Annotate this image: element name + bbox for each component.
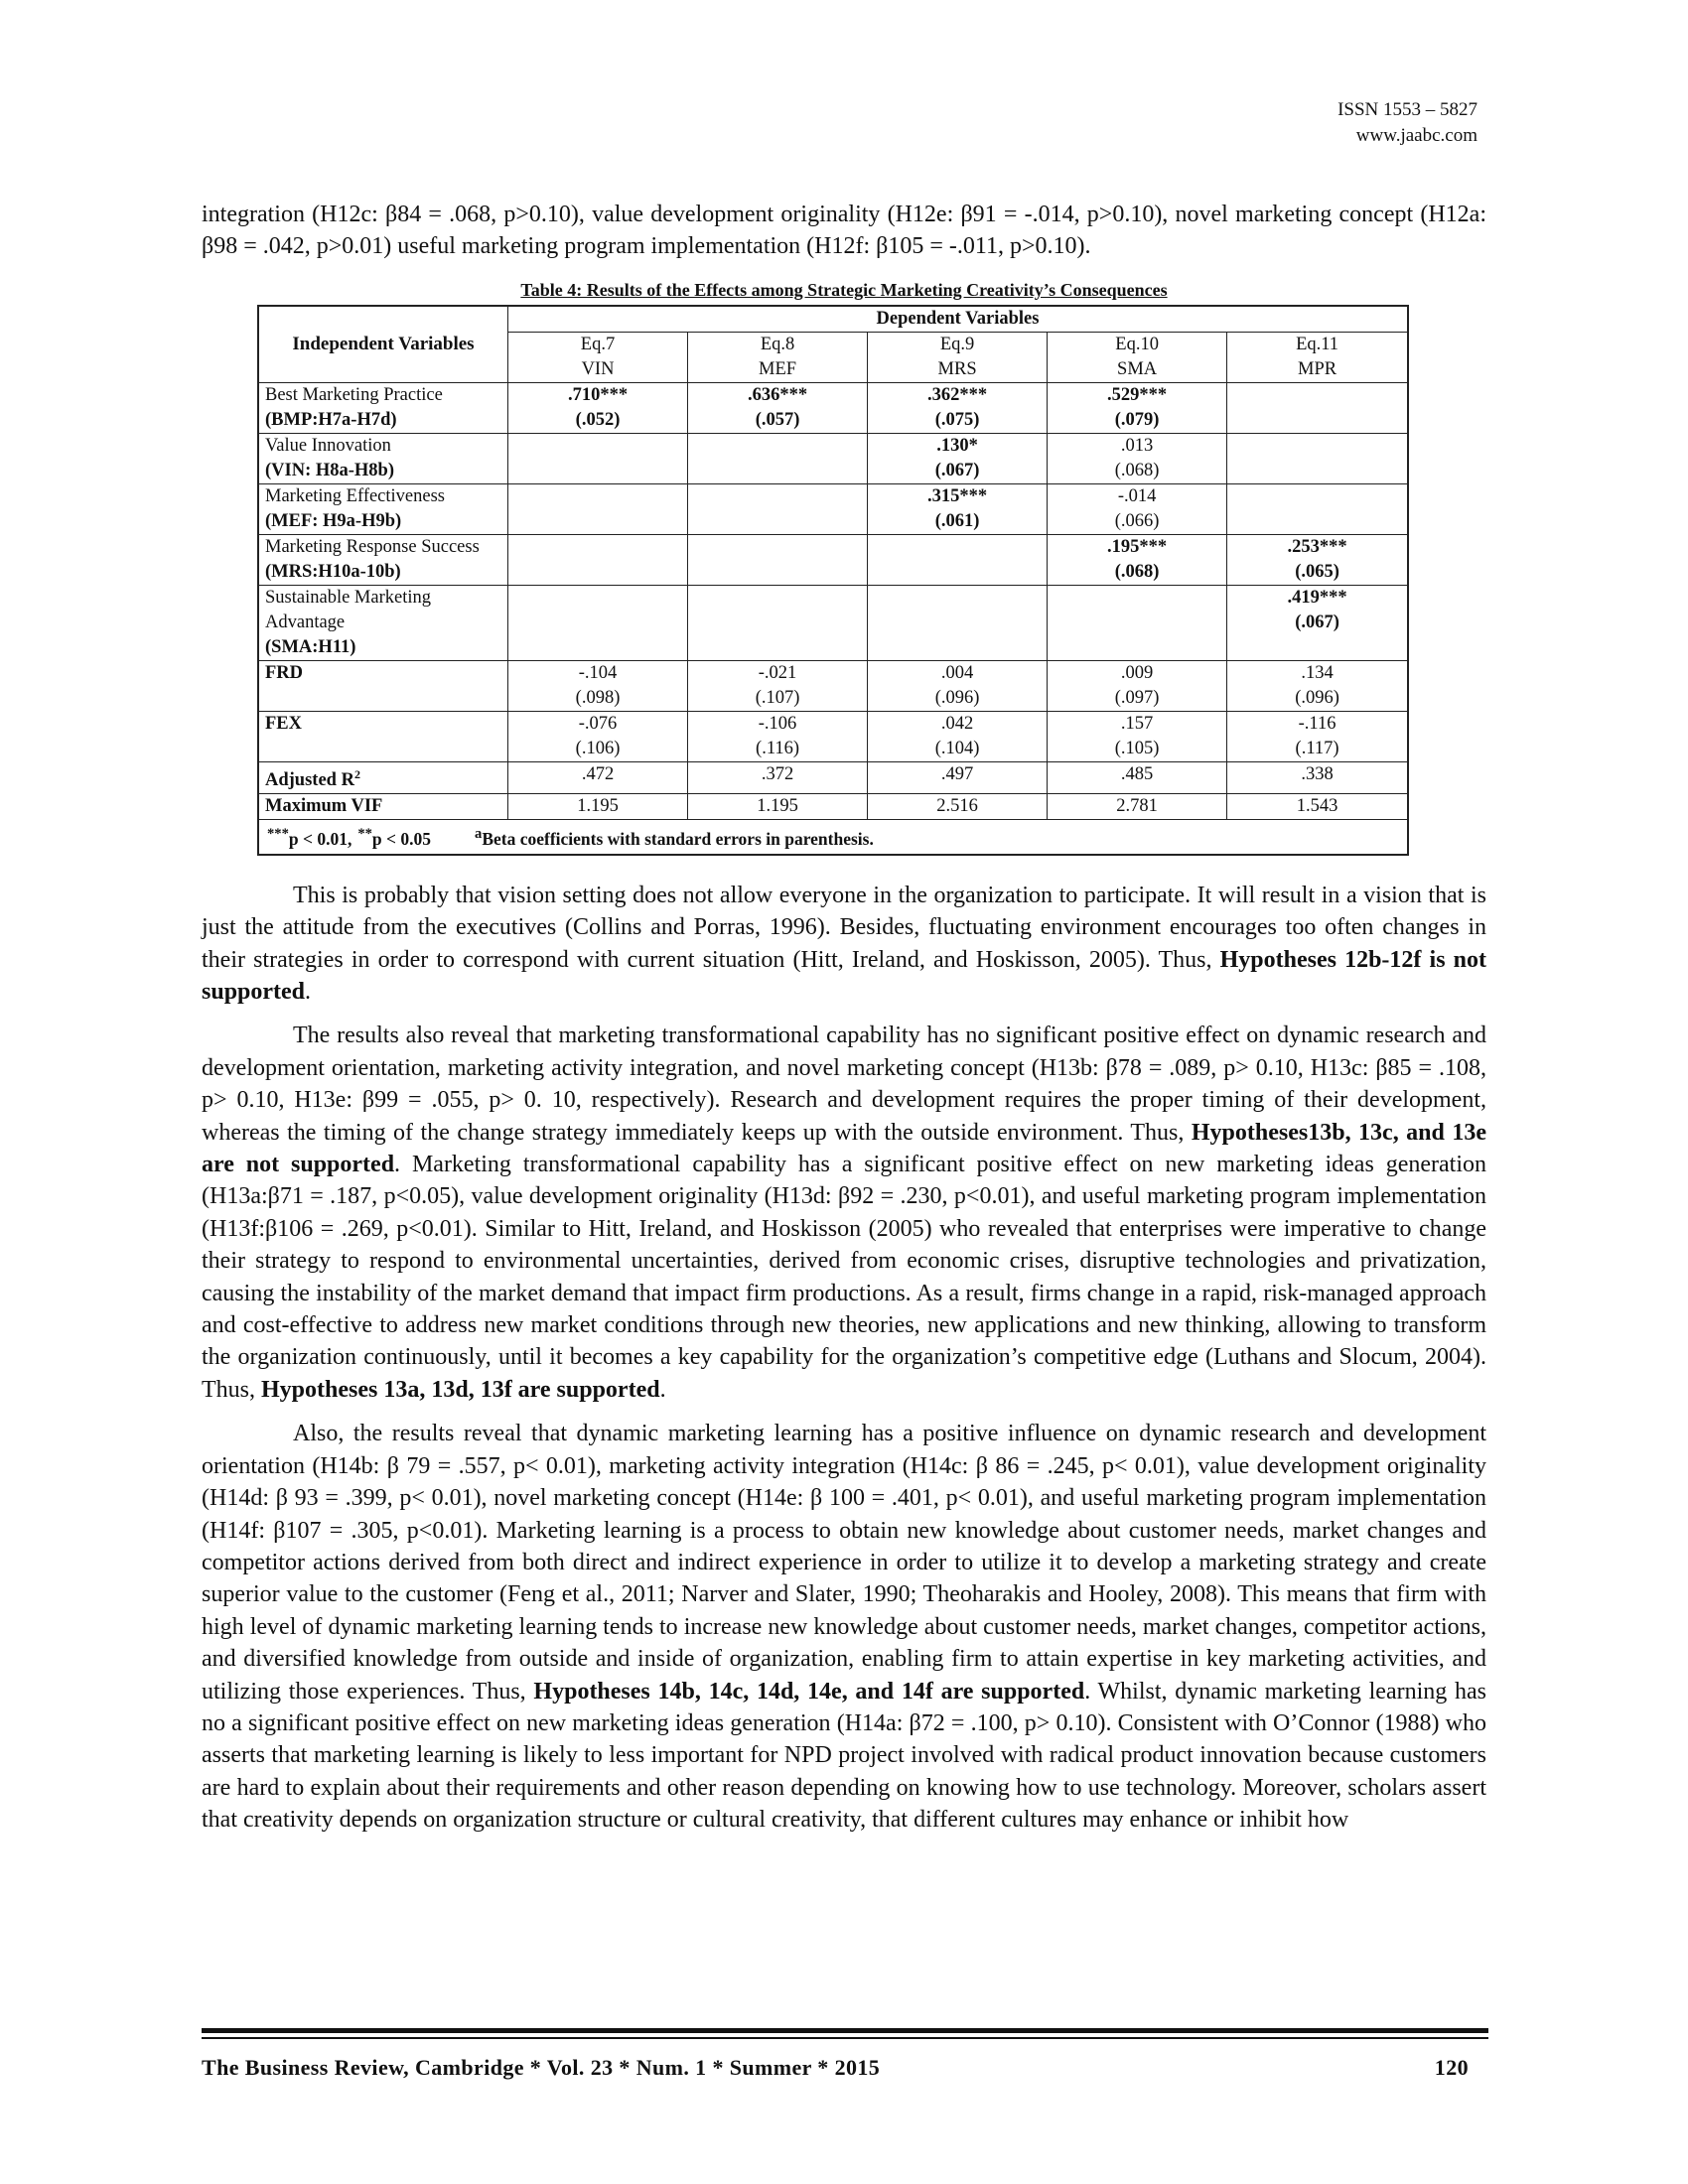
standard-error-value: (.107)	[755, 687, 800, 708]
coefficient-cell	[868, 711, 1048, 761]
coefficient-cell	[1227, 433, 1408, 483]
adjusted-r2-value: .472	[508, 761, 688, 793]
coefficient-value	[514, 535, 681, 560]
coefficient-cell	[868, 534, 1048, 585]
standard-error-value: (.098)	[575, 687, 621, 708]
coefficient-cell	[868, 483, 1048, 534]
coefficient-value	[874, 535, 1041, 560]
coefficient-cell	[1048, 660, 1227, 711]
variable-name: Marketing Effectiveness	[265, 485, 445, 506]
equation-header	[1227, 332, 1408, 382]
coefficient-cell	[688, 660, 868, 711]
paragraph-text: . Whilst, dynamic marketing learning has no a significant positive effect on new marketing ideas generation (H14a: β72 = .100, p> 0.10). Consistent with O’Connor (1988) who asserts that marketing learning is likely to less important for NPD project involved with radical product innovation because customers are hard to explain about their requirements and other reason depending on knowing how to use technology. Moreover, scholars assert that creativity depends on organization structure or cultural creativity, that different cultures may enhance or inhibit how	[202, 1678, 1486, 1834]
coefficient-value: -.106	[758, 713, 797, 734]
standard-error-value	[514, 611, 681, 635]
adjusted-r2-superscript: 2	[353, 766, 360, 781]
variable-name: FEX	[265, 713, 302, 734]
table-notes	[258, 819, 1408, 854]
coefficient-value: -.014	[1117, 485, 1157, 506]
table-row	[258, 382, 1408, 433]
body-paragraphs	[202, 880, 1486, 1837]
coefficient-value	[874, 586, 1041, 611]
hypothesis-statement: Hypotheses 13a, 13d, 13f are supported	[261, 1376, 660, 1403]
standard-error-value	[1233, 408, 1401, 433]
coefficient-value: .636***	[747, 384, 808, 405]
coefficient-cell	[1048, 534, 1227, 585]
results-table	[257, 305, 1409, 856]
coefficient-cell	[1048, 585, 1227, 660]
table-row	[258, 660, 1408, 711]
adjusted-r2-value: .372	[688, 761, 868, 793]
standard-error-value	[694, 611, 861, 635]
sig-stars-2: **	[357, 825, 372, 842]
coefficient-cell	[508, 534, 688, 585]
sig-stars-1: ***	[267, 825, 289, 842]
coefficient-cell	[688, 534, 868, 585]
paragraph-text: Also, the results reveal that dynamic marketing learning has a positive influence on dynamic research and development orientation (H14b: β 79 = .557, p< 0.01), marketing activity integration (H14c: β 86 = .245, p< 0.01), value development originality (H14d: β 93 = .399, p< 0.01), novel marketing concept (H14e: β 100 = .401, p< 0.01), and useful marketing program implementation (H14f: β107 = .305, p<0.01). Marketing learning is a process to obtain new knowledge about customer needs, market changes and competitor actions derived from both direct and indirect experience in order to utilize it to develop a marketing strategy and create superior value to the customer (Feng et al., 2011; Narver and Slater, 1990; Theoharakis and Hooley, 2008). This means that firm with high level of dynamic marketing learning tends to increase new knowledge about customer needs, market changes, competitor actions, and diversified knowledge from outside and inside of organization, enabling firm to attain expertise in key marketing activities, and utilizing those experiences. Thus,	[202, 1421, 1486, 1705]
independent-variable-cell	[258, 585, 508, 660]
beta-marker: a	[475, 825, 483, 842]
coefficient-value	[514, 484, 681, 509]
adjusted-r2-value: .338	[1227, 761, 1408, 793]
coefficient-value: .315***	[927, 485, 988, 506]
coefficient-value: .362***	[927, 384, 988, 405]
standard-error-value	[514, 459, 681, 483]
coefficient-value: -.021	[758, 662, 797, 683]
standard-error-value: (.104)	[934, 738, 980, 758]
standard-error-value: (.065)	[1295, 561, 1339, 582]
table-row	[258, 433, 1408, 483]
equation-label: Eq.11	[1296, 334, 1339, 354]
coefficient-value	[1233, 434, 1401, 459]
sig-note: p < 0.01,	[288, 828, 352, 849]
hypothesis-statement: Hypotheses 12b-12f is not supported	[202, 946, 1486, 1006]
variable-name: FRD	[265, 662, 304, 683]
variable-name: Sustainable Marketing Advantage	[265, 587, 431, 632]
coefficient-value: .253***	[1287, 536, 1347, 557]
standard-error-value	[694, 509, 861, 534]
table-row	[258, 483, 1408, 534]
standard-error-value: (.052)	[575, 409, 621, 430]
coefficient-value	[514, 586, 681, 611]
standard-error-value	[1233, 459, 1401, 483]
equation-label: Eq.7	[580, 334, 616, 354]
independent-variable-cell	[258, 534, 508, 585]
adjusted-r2-value: .485	[1048, 761, 1227, 793]
sig-note-2: p < 0.05	[371, 828, 432, 849]
page-footer	[202, 2055, 1469, 2081]
coefficient-cell	[868, 585, 1048, 660]
dependent-variables-header: Dependent Variables	[508, 306, 1409, 333]
standard-error-value	[874, 611, 1041, 635]
coefficient-cell	[688, 382, 868, 433]
standard-error-value: (.117)	[1295, 738, 1339, 758]
coefficient-cell	[1048, 433, 1227, 483]
standard-error-value: (.067)	[1295, 612, 1339, 632]
standard-error-value	[1054, 611, 1220, 635]
variable-name: Marketing Response Success	[265, 536, 480, 557]
paragraph-text: . Marketing transformational capability has a significant positive effect on new marketing ideas generation (H13a:β71 = .187, p<0.05), value development originality (H13d: β92 = .230, p<0.01), and useful marketing program implementation (H13f:β106 = .269, p<0.01). Similar to Hitt, Ireland, and Hoskisson (2005) who revealed that enterprises were imperative to change their strategy to respond to environmental uncertainties, derived from economic crises, disruptive technologies and privatization, causing the instability of the market demand that impact firm productions. As a result, firms change in a rapid, risk-managed approach and cost-effective to address new market conditions through new theories, new applications and new thinking, allowing to transform the organization continuously, until it becomes a key capability for the organization’s competitive edge (Luthans and Slocum, 2004). Thus,	[202, 1152, 1486, 1403]
coefficient-value	[694, 484, 861, 509]
equation-header	[508, 332, 688, 382]
independent-variables-header: Independent Variables	[258, 306, 508, 383]
coefficient-value	[694, 434, 861, 459]
standard-error-value: (.106)	[575, 738, 621, 758]
independent-variable-cell	[258, 711, 508, 761]
standard-error-value: (.067)	[934, 460, 980, 480]
table-row	[258, 711, 1408, 761]
variable-code: (BMP:H7a-H7d)	[265, 409, 397, 430]
coefficient-cell	[688, 585, 868, 660]
coefficient-value: .195***	[1107, 536, 1168, 557]
coefficient-value: -.116	[1298, 713, 1336, 734]
standard-error-value	[874, 560, 1041, 585]
standard-error-value	[694, 459, 861, 483]
table-header-row	[258, 306, 1408, 333]
coefficient-value	[694, 535, 861, 560]
standard-error-value	[1233, 509, 1401, 534]
journal-citation: The Business Review, Cambridge * Vol. 23 * Num. 1 * Summer * 2015	[202, 2055, 881, 2080]
page-body	[202, 199, 1486, 1837]
coefficient-cell	[688, 483, 868, 534]
table-row	[258, 585, 1408, 660]
standard-error-value: (.057)	[755, 409, 800, 430]
page-number: 120	[1434, 2055, 1469, 2080]
coefficient-cell	[508, 585, 688, 660]
paragraph-text: .	[659, 1376, 666, 1403]
standard-error-value: (.096)	[934, 687, 980, 708]
coefficient-cell	[1227, 534, 1408, 585]
dependent-variable-code: MEF	[759, 358, 797, 379]
coefficient-cell	[868, 433, 1048, 483]
coefficient-value: .009	[1120, 662, 1154, 683]
adjusted-r2-label	[258, 761, 508, 793]
coefficient-value: .157	[1120, 713, 1154, 734]
body-paragraph	[202, 1418, 1486, 1836]
standard-error-value: (.075)	[934, 409, 980, 430]
table-row	[258, 534, 1408, 585]
coefficient-value: .710***	[567, 384, 629, 405]
standard-error-value: (.061)	[934, 510, 980, 531]
body-paragraph	[202, 880, 1486, 1009]
coefficient-value	[1054, 586, 1220, 611]
equation-header	[1048, 332, 1227, 382]
independent-variable-cell	[258, 660, 508, 711]
footer-rule	[202, 2028, 1488, 2039]
hypothesis-statement: Hypotheses 14b, 14c, 14d, 14e, and 14f are supported	[533, 1678, 1085, 1705]
coefficient-value: .130*	[936, 435, 978, 456]
dependent-variable-code: VIN	[581, 358, 615, 379]
coefficient-cell	[1227, 585, 1408, 660]
standard-error-value: (.097)	[1114, 687, 1160, 708]
dependent-variable-code: MPR	[1298, 358, 1337, 379]
coefficient-cell	[688, 433, 868, 483]
adjusted-r2-value: .497	[868, 761, 1048, 793]
adjusted-r2-row	[258, 761, 1408, 793]
standard-error-value: (.079)	[1114, 409, 1160, 430]
standard-error-value: (.068)	[1114, 460, 1160, 480]
standard-error-value	[514, 560, 681, 585]
coefficient-cell	[1227, 660, 1408, 711]
coefficient-value: .004	[940, 662, 974, 683]
variable-name: Best Marketing Practice	[265, 384, 443, 405]
variable-code: (SMA:H11)	[265, 636, 356, 657]
coefficient-cell	[688, 711, 868, 761]
coefficient-cell	[508, 433, 688, 483]
paragraph-text: This is probably that vision setting does not allow everyone in the organization to participate. It will result in a vision that is just the attitude from the executives (Collins and Porras, 1996). Besides, fluctuating environment encourages too often changes in their strategies in order to correspond with current situation (Hitt, Ireland, and Hoskisson, 2005). Thus,	[202, 882, 1486, 973]
hypothesis-statement: Hypotheses13b, 13c, and 13e are not supported	[202, 1119, 1487, 1178]
dependent-variable-code: MRS	[937, 358, 977, 379]
coefficient-cell	[1227, 483, 1408, 534]
max-vif-value: 1.543	[1227, 793, 1408, 819]
adjusted-r2-text: Adjusted R	[265, 769, 354, 790]
beta-note: Beta coefficients with standard errors in parenthesis.	[482, 828, 874, 849]
max-vif-value: 2.781	[1048, 793, 1227, 819]
coefficient-value: .134	[1301, 662, 1334, 683]
coefficient-cell	[508, 711, 688, 761]
coefficient-value: .013	[1120, 435, 1154, 456]
independent-variable-cell	[258, 483, 508, 534]
page-header	[1337, 97, 1477, 149]
standard-error-value: (.116)	[756, 738, 800, 758]
standard-error-value	[694, 560, 861, 585]
paragraph-text: .	[305, 979, 312, 1006]
standard-error-value: (.105)	[1114, 738, 1160, 758]
standard-error-value: (.096)	[1295, 687, 1339, 708]
max-vif-row	[258, 793, 1408, 819]
website-label: www.jaabc.com	[1355, 125, 1477, 146]
coefficient-cell	[1048, 483, 1227, 534]
coefficient-value: .419***	[1287, 587, 1347, 608]
standard-error-value: (.066)	[1114, 510, 1160, 531]
dependent-variable-code: SMA	[1117, 358, 1158, 379]
equation-label: Eq.8	[760, 334, 795, 354]
independent-variable-cell	[258, 433, 508, 483]
standard-error-value	[514, 509, 681, 534]
coefficient-cell	[1227, 382, 1408, 433]
coefficient-value: .529***	[1107, 384, 1168, 405]
coefficient-cell	[508, 483, 688, 534]
equation-label: Eq.9	[939, 334, 975, 354]
coefficient-value	[694, 586, 861, 611]
table-caption: Table 4: Results of the Effects among Strategic Marketing Creativity’s Consequences	[520, 279, 1168, 300]
max-vif-value: 1.195	[688, 793, 868, 819]
independent-variable-cell	[258, 382, 508, 433]
standard-error-value: (.068)	[1114, 561, 1160, 582]
coefficient-value	[1233, 484, 1401, 509]
body-paragraph	[202, 1020, 1486, 1406]
paragraph-text: The results also reveal that marketing transformational capability has no significant positive effect on dynamic research and development orientation, marketing activity integration, and novel marketing concept (H13b: β78 = .089, p> 0.10, H13c: β85 = .108, p> 0.10, H13e: β99 = .055, p> 0. 10, respectively). Research and development requires the proper timing of their development, whereas the timing of the change strategy immediately keeps up with the outside environment. Thus,	[202, 1023, 1486, 1146]
coefficient-value: .042	[940, 713, 974, 734]
variable-name: Value Innovation	[265, 435, 391, 456]
coefficient-cell	[508, 660, 688, 711]
coefficient-cell	[1048, 711, 1227, 761]
coefficient-cell	[508, 382, 688, 433]
coefficient-value: -.104	[578, 662, 618, 683]
coefficient-cell	[1227, 711, 1408, 761]
coefficient-value	[1233, 383, 1401, 408]
coefficient-cell	[868, 382, 1048, 433]
issn-label: ISSN 1553 – 5827	[1337, 99, 1477, 120]
max-vif-value: 2.516	[868, 793, 1048, 819]
equation-header	[688, 332, 868, 382]
coefficient-value: -.076	[578, 713, 618, 734]
coefficient-cell	[1048, 382, 1227, 433]
variable-code: (MRS:H10a-10b)	[265, 561, 401, 582]
intro-paragraph: integration (H12c: β84 = .068, p>0.10), value development originality (H12e: β91 = -.014, p>0.10), novel marketing concept (H12a: β98 = .042, p>0.01) useful marketing program implementation (H12f: β105 = -.011, p>0.10).	[202, 202, 1486, 260]
variable-code: (VIN: H8a-H8b)	[265, 460, 395, 480]
variable-code: (MEF: H9a-H9b)	[265, 510, 402, 531]
max-vif-value: 1.195	[508, 793, 688, 819]
coefficient-cell	[868, 660, 1048, 711]
equation-label: Eq.10	[1115, 334, 1159, 354]
coefficient-value	[514, 434, 681, 459]
table-notes-row	[258, 819, 1408, 854]
max-vif-label: Maximum VIF	[258, 793, 508, 819]
equation-header	[868, 332, 1048, 382]
